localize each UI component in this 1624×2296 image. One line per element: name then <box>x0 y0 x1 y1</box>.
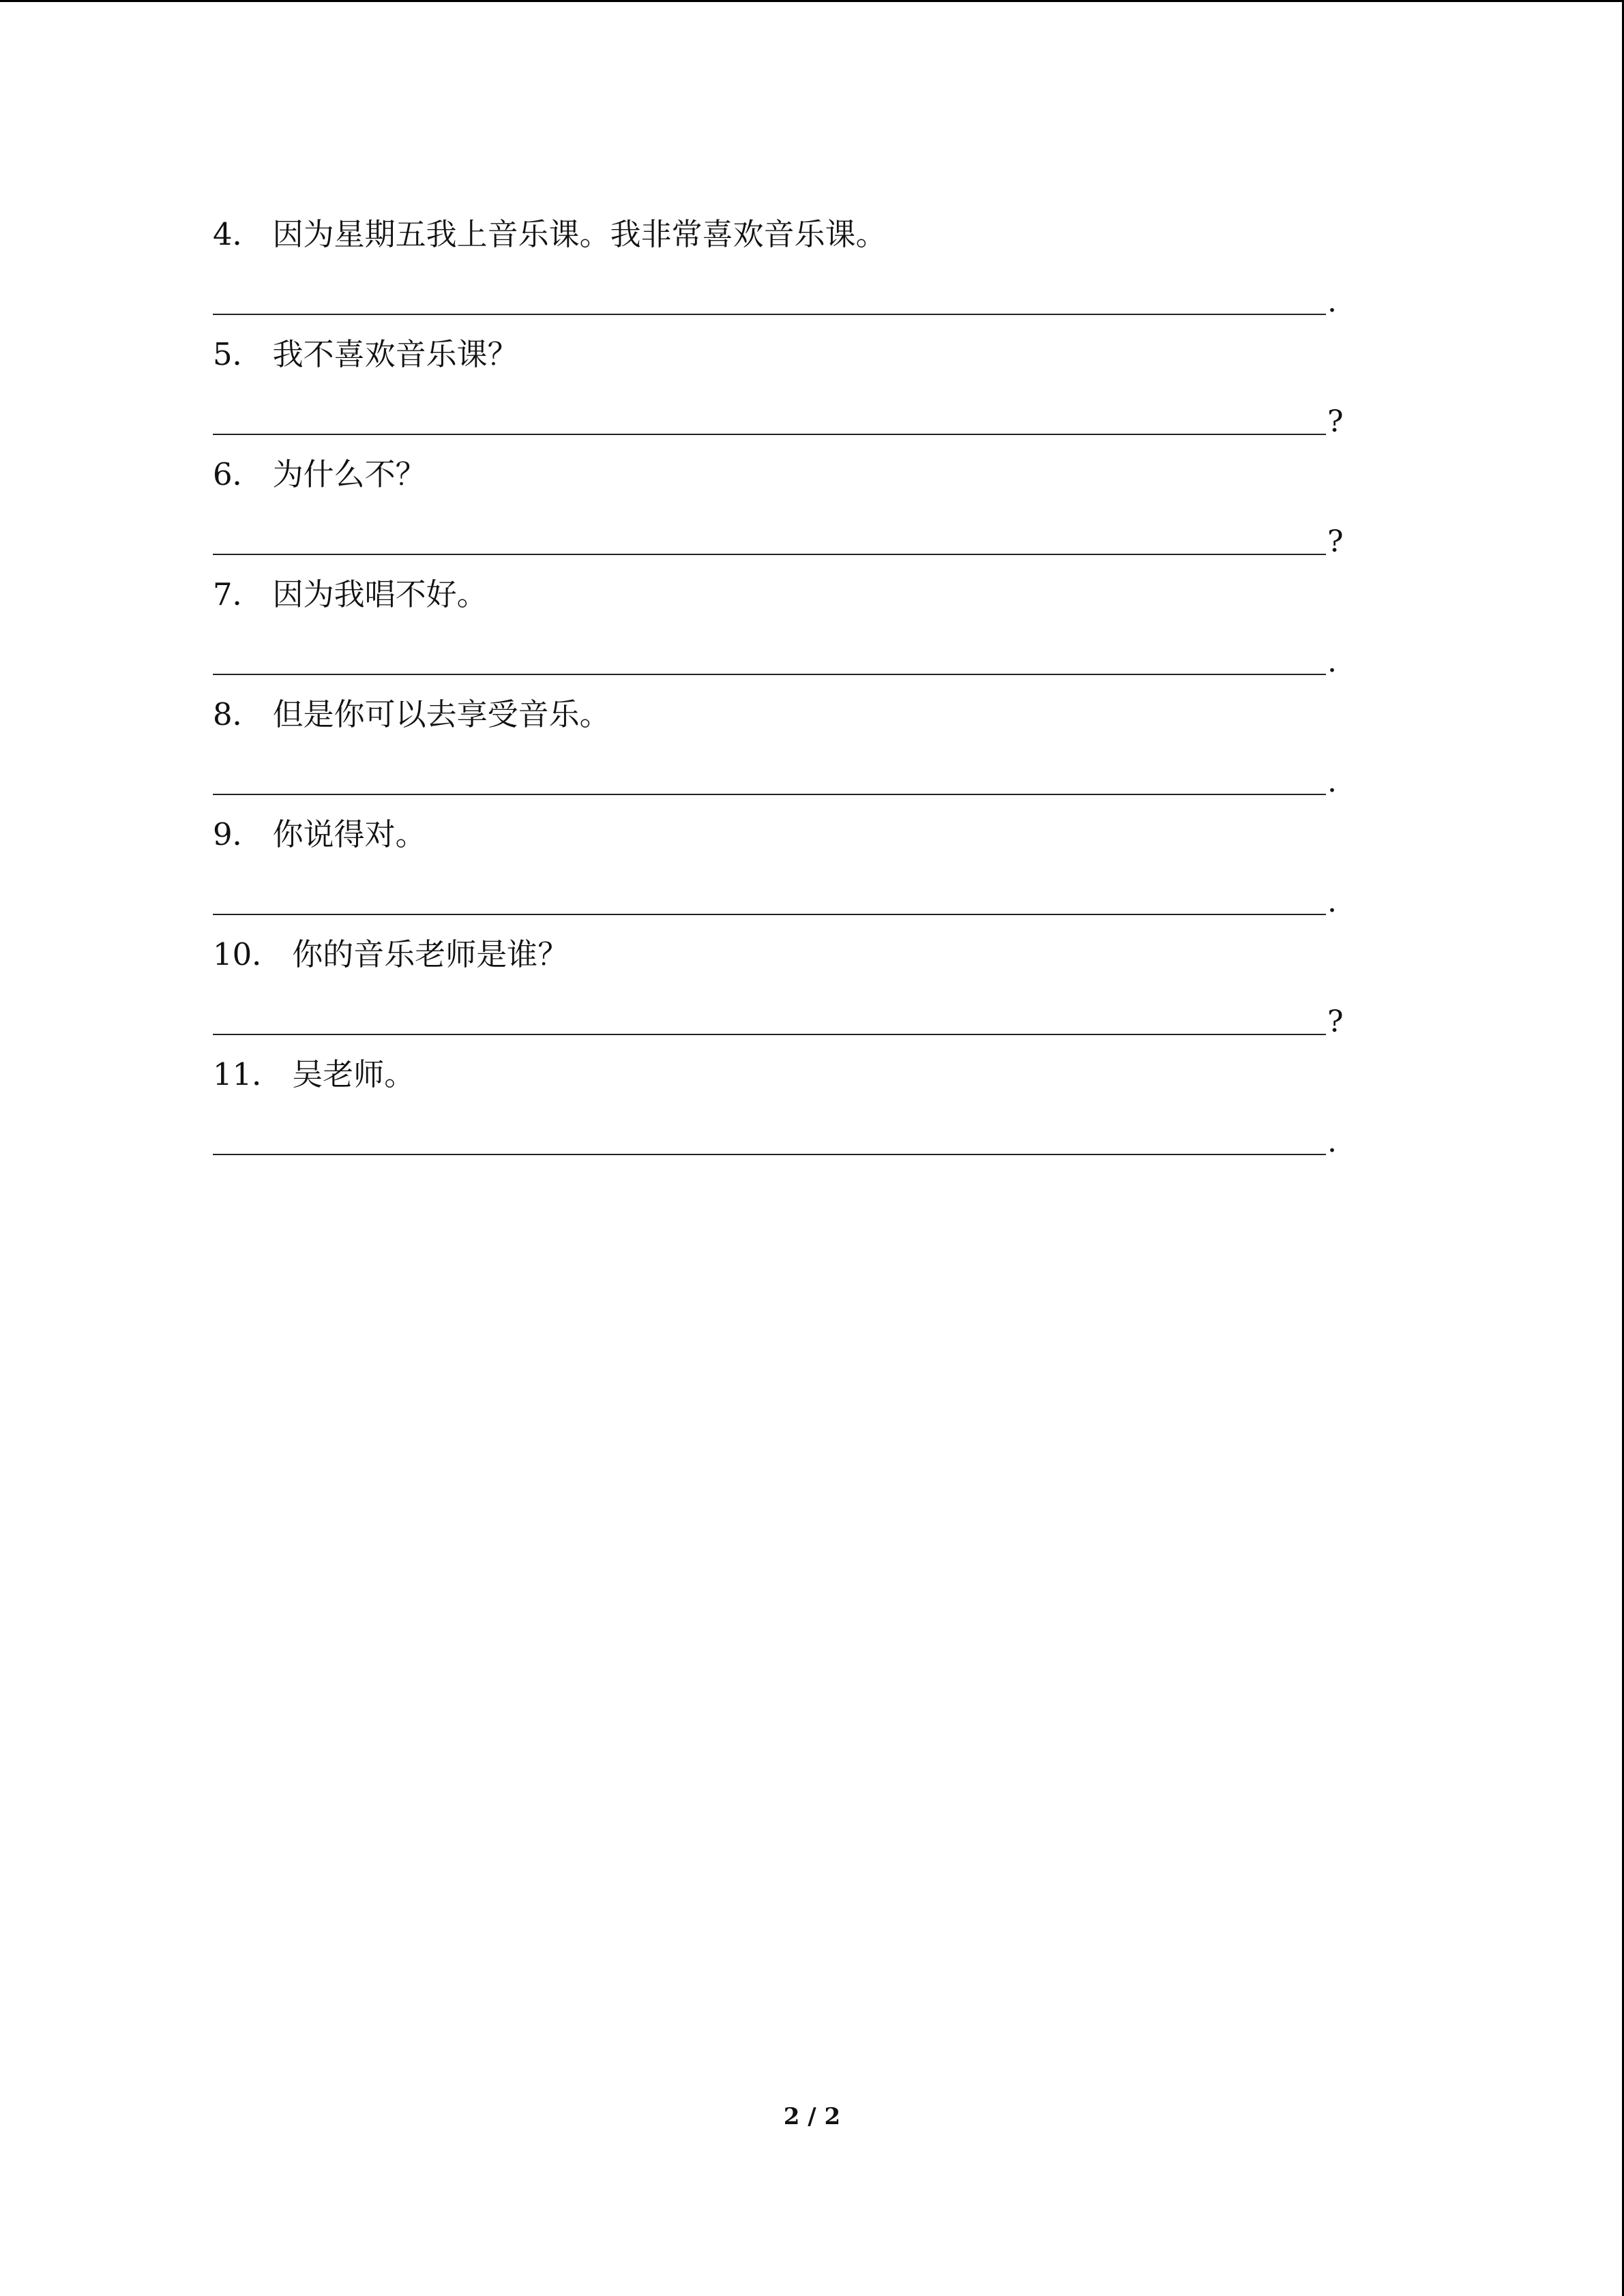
exercise-prompt <box>213 574 488 615</box>
answer-line <box>213 794 1326 795</box>
answer-line <box>213 554 1326 555</box>
exercise-item <box>213 565 1372 685</box>
exercise-prompt <box>213 454 426 495</box>
exercise-item <box>213 1045 1372 1165</box>
answer-end-punctuation: . <box>1327 1124 1337 1159</box>
page-top-border <box>0 0 1624 2</box>
exercise-item <box>213 205 1372 325</box>
exercise-item <box>213 685 1372 805</box>
exercise-number: 4． <box>213 216 263 252</box>
exercise-list <box>213 205 1372 1165</box>
exercise-item <box>213 805 1372 925</box>
answer-line <box>213 434 1326 435</box>
exercise-item <box>213 445 1372 565</box>
exercise-text: 因为我唱不好。 <box>272 576 488 612</box>
exercise-number: 6． <box>213 456 263 492</box>
exercise-text: 我不喜欢音乐课？ <box>272 336 518 372</box>
answer-end-punctuation: . <box>1327 644 1337 679</box>
exercise-item <box>213 325 1372 445</box>
answer-end-punctuation: . <box>1327 764 1337 799</box>
exercise-number: 7． <box>213 576 263 612</box>
exercise-text: 为什么不？ <box>272 456 426 492</box>
exercise-text: 吴老师。 <box>292 1056 415 1092</box>
exercise-prompt <box>213 934 568 975</box>
answer-line <box>213 1154 1326 1155</box>
exercise-prompt <box>213 334 518 375</box>
answer-end-punctuation: . <box>1327 884 1337 919</box>
exercise-number: 8． <box>213 696 263 732</box>
exercise-text: 因为星期五我上音乐课。我非常喜欢音乐课。 <box>272 216 887 252</box>
exercise-prompt <box>213 1054 415 1095</box>
exercise-prompt <box>213 694 610 735</box>
answer-line <box>213 314 1326 315</box>
page-number: 2 / 2 <box>783 2103 841 2130</box>
exercise-number: 5． <box>213 336 263 372</box>
exercise-item <box>213 925 1372 1045</box>
exercise-text: 但是你可以去享受音乐。 <box>272 696 610 732</box>
exercise-number: 9． <box>213 816 263 852</box>
answer-line <box>213 674 1326 675</box>
answer-line <box>213 914 1326 915</box>
exercise-prompt <box>213 214 887 255</box>
answer-line <box>213 1034 1326 1035</box>
exercise-prompt <box>213 814 426 855</box>
exercise-number: 11． <box>213 1056 283 1092</box>
answer-end-punctuation: ? <box>1327 404 1344 439</box>
exercise-number: 10． <box>213 936 283 972</box>
answer-end-punctuation: ? <box>1327 524 1344 559</box>
answer-end-punctuation: ? <box>1327 1004 1344 1039</box>
exercise-text: 你说得对。 <box>272 816 426 852</box>
exercise-text: 你的音乐老师是谁？ <box>292 936 569 972</box>
answer-end-punctuation: . <box>1327 284 1337 319</box>
